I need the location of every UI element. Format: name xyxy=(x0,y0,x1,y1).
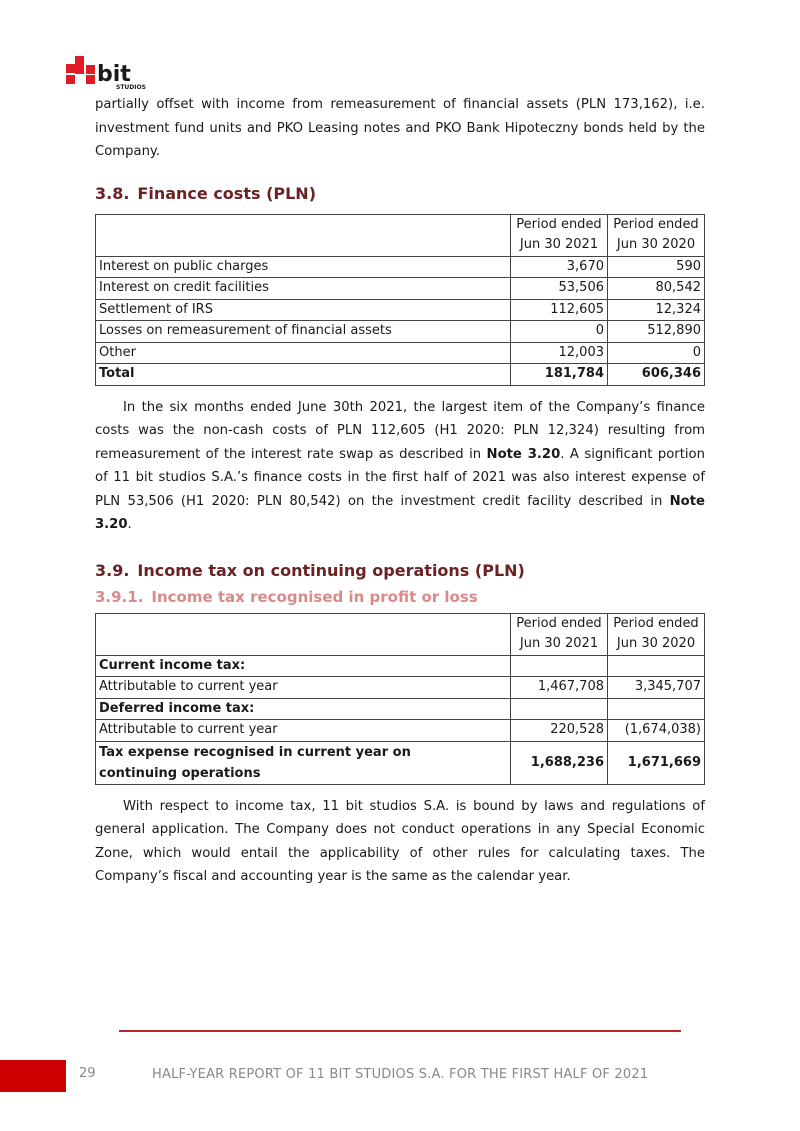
row-value: (1,674,038) xyxy=(608,720,705,742)
table-row xyxy=(96,299,705,321)
row-label: Deferred income tax: xyxy=(96,698,511,720)
row-value xyxy=(511,698,608,720)
table-header-cell: Period ended Jun 30 2020 xyxy=(608,214,705,256)
row-value: 1,467,708 xyxy=(511,677,608,699)
footer-title: HALF-YEAR REPORT OF 11 BIT STUDIOS S.A. FOR THE FIRST HALF OF 2021 xyxy=(152,1067,649,1082)
row-value: 181,784 xyxy=(511,364,608,386)
table-row xyxy=(96,698,705,720)
table-total-row xyxy=(96,364,705,386)
section-title: Finance costs (PLN) xyxy=(137,183,316,203)
footer-accent-block xyxy=(0,1060,66,1092)
row-value: 53,506 xyxy=(511,278,608,300)
table-header-empty xyxy=(96,214,511,256)
finance-costs-table xyxy=(95,214,705,386)
income-tax-paragraph: With respect to income tax, 11 bit studios S.A. is bound by laws and regulations of general application. The Company does not conduct operations in any Special Economic Zone, which would entail the applicability of other rules for calculating taxes. The Company’s fiscal and accounting year is the same as the calendar year. xyxy=(95,798,705,884)
row-label: Current income tax: xyxy=(96,655,511,677)
table-row xyxy=(96,321,705,343)
page-content xyxy=(95,93,705,889)
row-value: 3,670 xyxy=(511,256,608,278)
row-value: 0 xyxy=(608,342,705,364)
income-tax-table xyxy=(95,613,705,785)
row-label: Settlement of IRS xyxy=(96,299,511,321)
row-value: 512,890 xyxy=(608,321,705,343)
row-value: 112,605 xyxy=(511,299,608,321)
row-label: Attributable to current year xyxy=(96,677,511,699)
table-row xyxy=(96,278,705,300)
row-value: 590 xyxy=(608,256,705,278)
section-heading-3-9 xyxy=(95,561,705,581)
row-label: Interest on public charges xyxy=(96,256,511,278)
table-row xyxy=(96,342,705,364)
row-value: 80,542 xyxy=(608,278,705,300)
table-row xyxy=(96,256,705,278)
row-label: Losses on remeasurement of financial assets xyxy=(96,321,511,343)
table-row xyxy=(96,720,705,742)
page-number: 29 xyxy=(79,1066,96,1081)
table-header-cell: Period ended Jun 30 2021 xyxy=(511,214,608,256)
note-reference: Note 3.20 xyxy=(486,446,561,462)
table-header-cell: Period ended Jun 30 2021 xyxy=(511,613,608,655)
logo-subtext: STUDIOS xyxy=(116,84,146,91)
row-label: Total xyxy=(96,364,511,386)
table-header-cell: Period ended Jun 30 2020 xyxy=(608,613,705,655)
table-row xyxy=(96,677,705,699)
row-label: Interest on credit facilities xyxy=(96,278,511,300)
section-title: Income tax on continuing operations (PLN) xyxy=(137,560,525,580)
row-value: 12,003 xyxy=(511,342,608,364)
company-logo xyxy=(66,48,150,92)
table-header-empty xyxy=(96,613,511,655)
row-value xyxy=(511,655,608,677)
row-value: 220,528 xyxy=(511,720,608,742)
row-value: 3,345,707 xyxy=(608,677,705,699)
intro-paragraph: partially offset with income from remeasurement of financial assets (PLN 173,162), i.e. investment fund units and PKO Leasing notes and PKO Bank Hipoteczny bonds held by the Company. xyxy=(95,97,705,159)
footer-divider xyxy=(119,1030,681,1032)
subsection-heading-3-9-1 xyxy=(95,587,705,607)
row-value: 606,346 xyxy=(608,364,705,386)
table-total-row xyxy=(96,741,705,784)
row-label: Tax expense recognised in current year on continuing operations xyxy=(96,741,511,784)
row-value xyxy=(608,655,705,677)
row-value: 12,324 xyxy=(608,299,705,321)
row-value: 1,671,669 xyxy=(608,741,705,784)
section-heading-3-8 xyxy=(95,184,705,204)
section-number: 3.8. xyxy=(95,183,130,203)
finance-costs-paragraph: In the six months ended June 30th 2021, the largest item of the Company’s finance costs was the non-cash costs of PLN 112,605 (H1 2020: PLN 12,324) resulting from remeasurement of the interest rate swap as described in Note 3.20. A significant portion of 11 bit studios S.A.’s finance costs in the first half of 2021 was also interest expense of PLN 53,506 (H1 2020: PLN 80,542) on the investment credit facility described in Note 3.20. xyxy=(95,399,705,532)
section-number: 3.9. xyxy=(95,560,130,580)
table-row xyxy=(96,655,705,677)
row-value xyxy=(608,698,705,720)
row-label: Other xyxy=(96,342,511,364)
note-reference: Note 3.20 xyxy=(95,493,705,532)
subsection-number: 3.9.1. xyxy=(95,587,144,606)
row-value: 0 xyxy=(511,321,608,343)
subsection-title: Income tax recognised in profit or loss xyxy=(151,587,478,606)
logo-text: bit xyxy=(97,62,131,87)
table-header-row xyxy=(96,613,705,655)
row-value: 1,688,236 xyxy=(511,741,608,784)
table-header-row xyxy=(96,214,705,256)
row-label: Attributable to current year xyxy=(96,720,511,742)
